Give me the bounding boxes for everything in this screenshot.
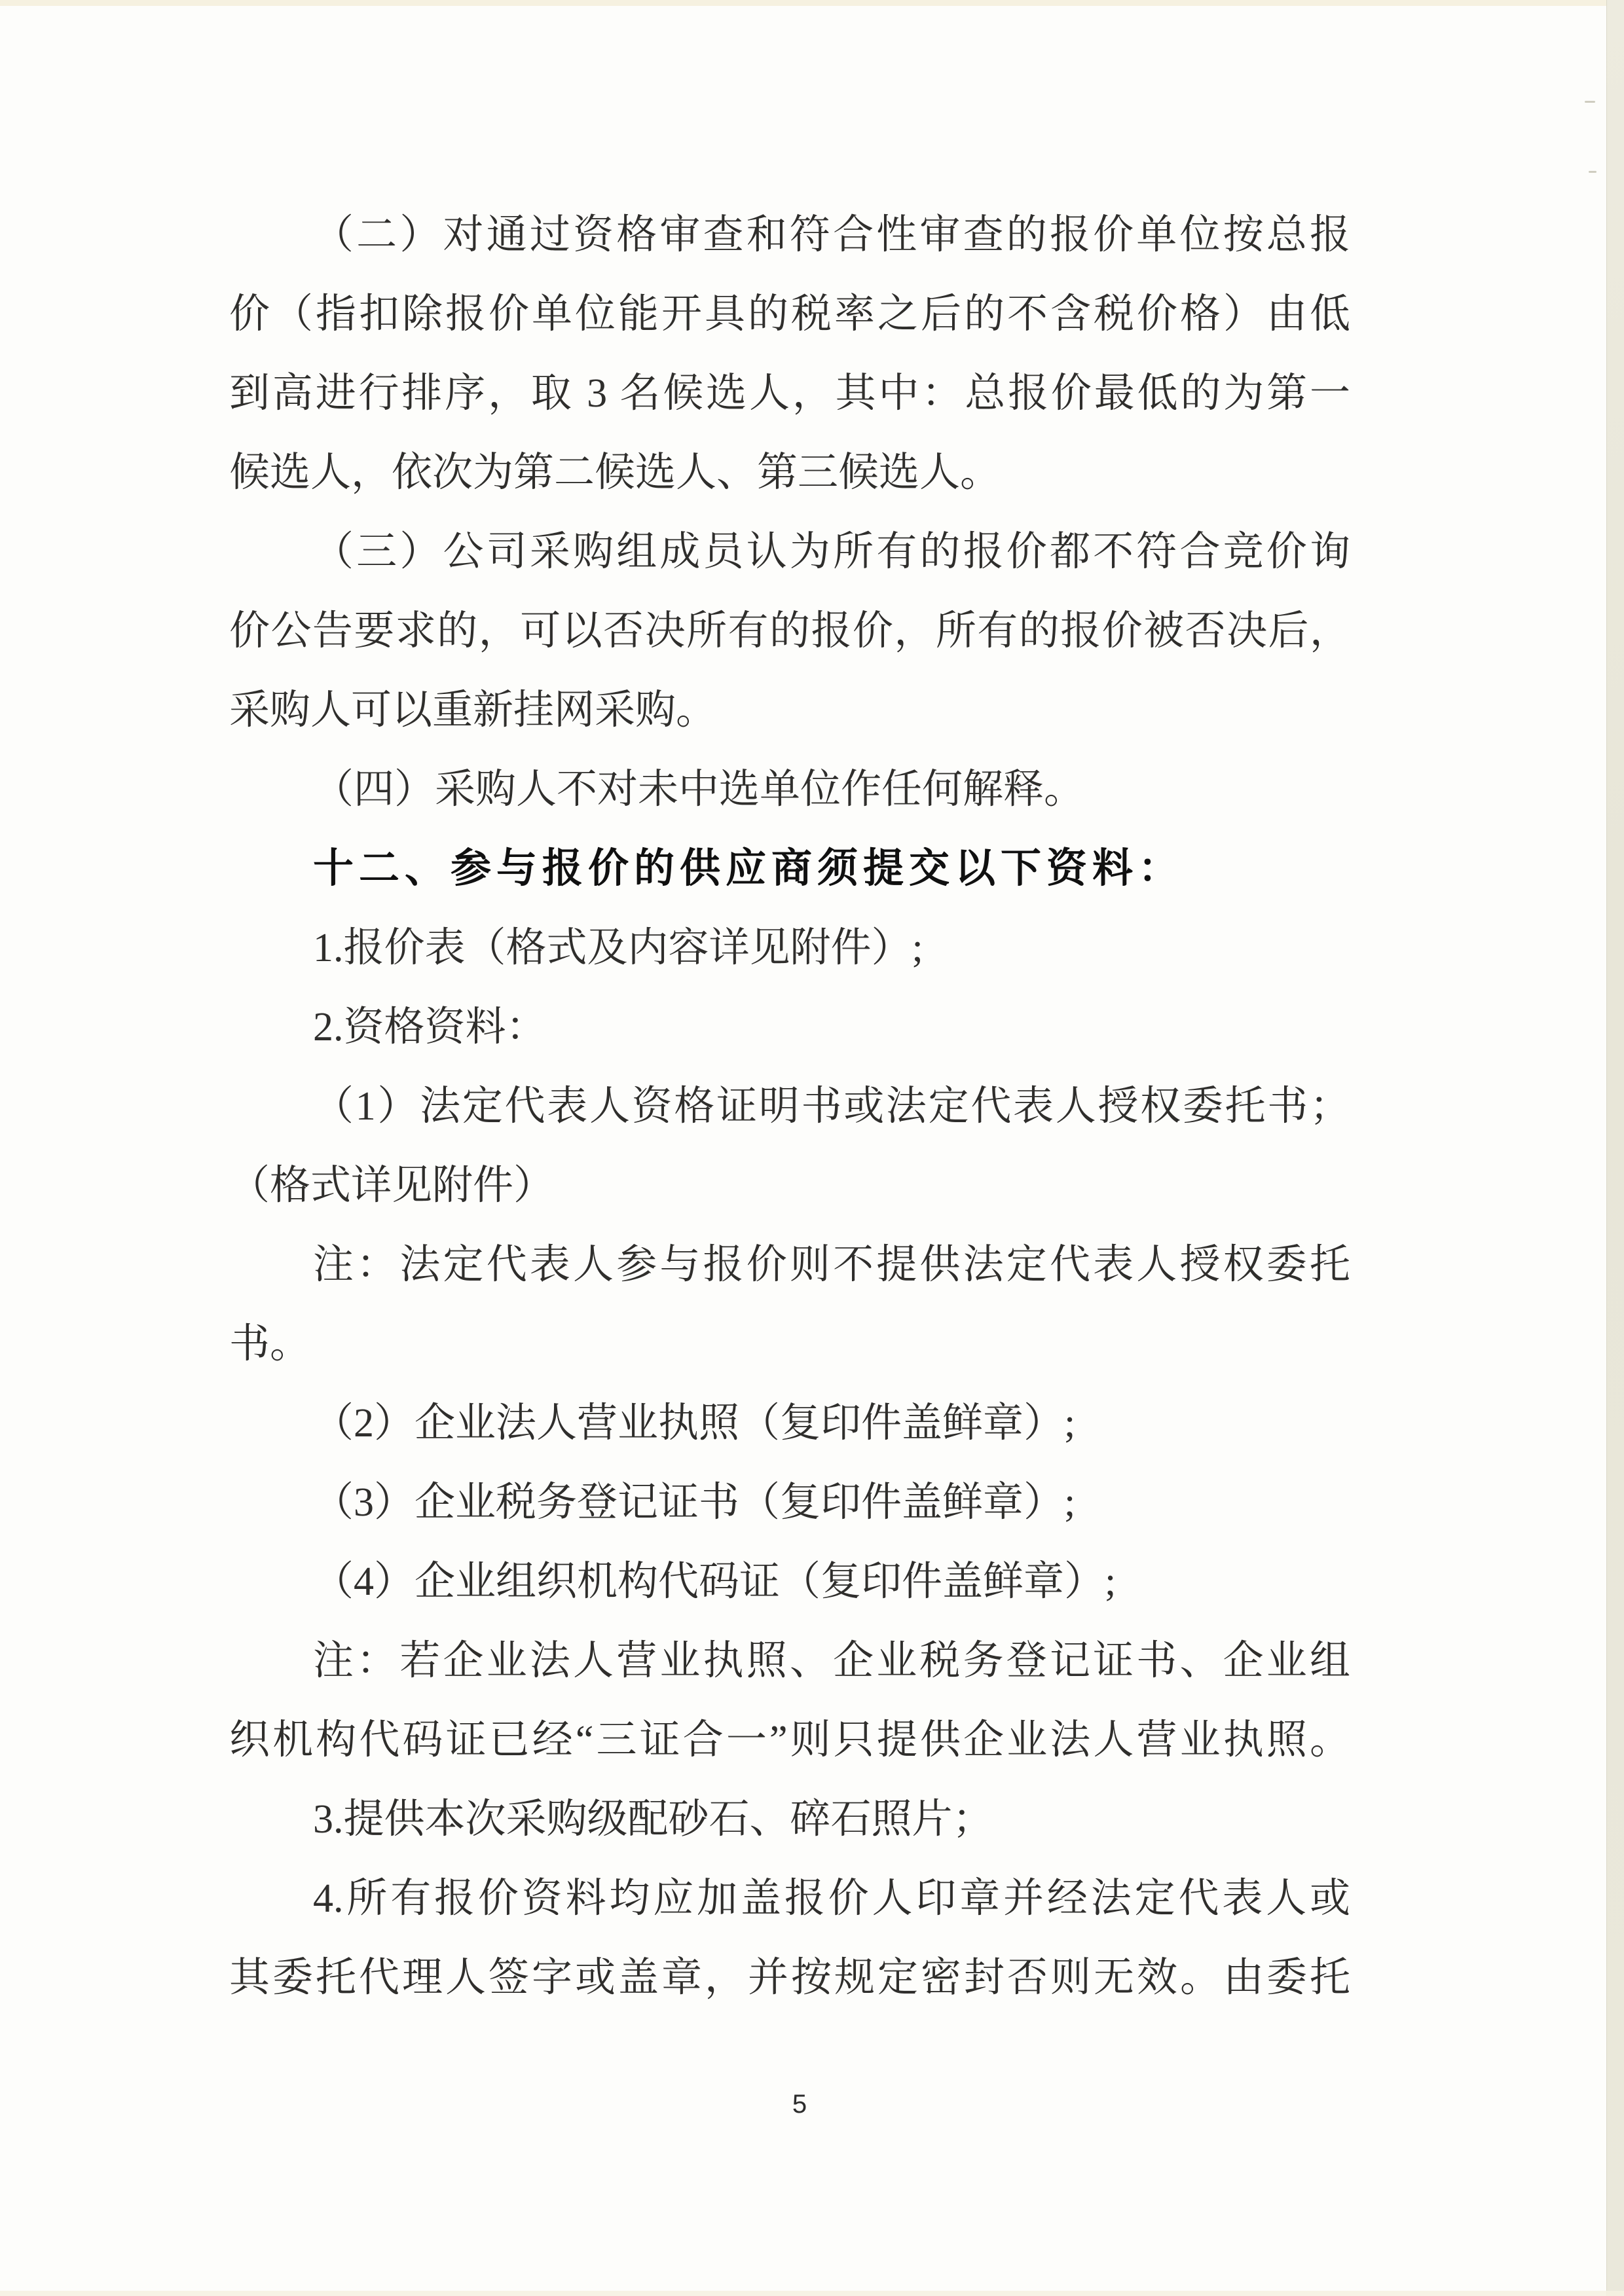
text-line: （三）公司采购组成员认为所有的报价都不符合竞价询 [313,530,1350,574]
text-line: （4）企业组织机构代码证（复印件盖鲜章）; [313,1559,1116,1604]
text-line: 4.所有报价资料均应加盖报价人印章并经法定代表人或 [313,1876,1350,1921]
text-line: （1）法定代表人资格证明书或法定代表人授权委托书； [313,1084,1350,1129]
page-number: 5 [792,2090,807,2119]
text-line: 1.报价表（格式及内容详见附件）; [313,926,923,970]
scan-edge-top [0,0,1624,6]
text-line: （四）采购人不对未中选单位作任何解释。 [313,767,1085,812]
text-line: 注：若企业法人营业执照、企业税务登记证书、企业组 [313,1639,1350,1683]
text-line: 注：法定代表人参与报价则不提供法定代表人授权委托 [313,1243,1350,1287]
text-line: （格式详见附件） [229,1163,555,1208]
scan-speck [1589,171,1596,173]
text-line: 其委托代理人签字或盖章，并按规定密封否则无效。由委托 [229,1956,1350,2000]
scan-edge-bottom [0,2291,1624,2296]
text-line: （二）对通过资格审查和符合性审查的报价单位按总报 [313,213,1350,257]
text-line: 织机构代码证已经“三证合一”则只提供企业法人营业执照。 [229,1718,1350,1762]
text-line: 3.提供本次采购级配砂石、碎石照片； [313,1797,993,1842]
text-line: 2.资格资料： [313,1005,547,1049]
text-line: 书。 [229,1322,311,1366]
text-line: 到高进行排序，取 3 名候选人，其中：总报价最低的为第一 [229,371,1350,416]
text-line: 价公告要求的，可以否决所有的报价，所有的报价被否决后， [229,609,1350,653]
text-line: 十二、参与报价的供应商须提交以下资料： [313,847,1185,891]
text-line: （2）企业法人营业执照（复印件盖鲜章）; [313,1401,1076,1446]
scan-edge-right [1606,0,1624,2296]
text-line: 候选人，依次为第二候选人、第三候选人。 [229,450,1001,495]
text-line: 价（指扣除报价单位能开具的税率之后的不含税价格）由低 [229,292,1350,337]
document-body [229,196,1350,2018]
text-line: （3）企业税务登记证书（复印件盖鲜章）; [313,1480,1076,1525]
scan-speck [1585,101,1595,103]
text-line: 采购人可以重新挂网采购。 [229,688,717,733]
